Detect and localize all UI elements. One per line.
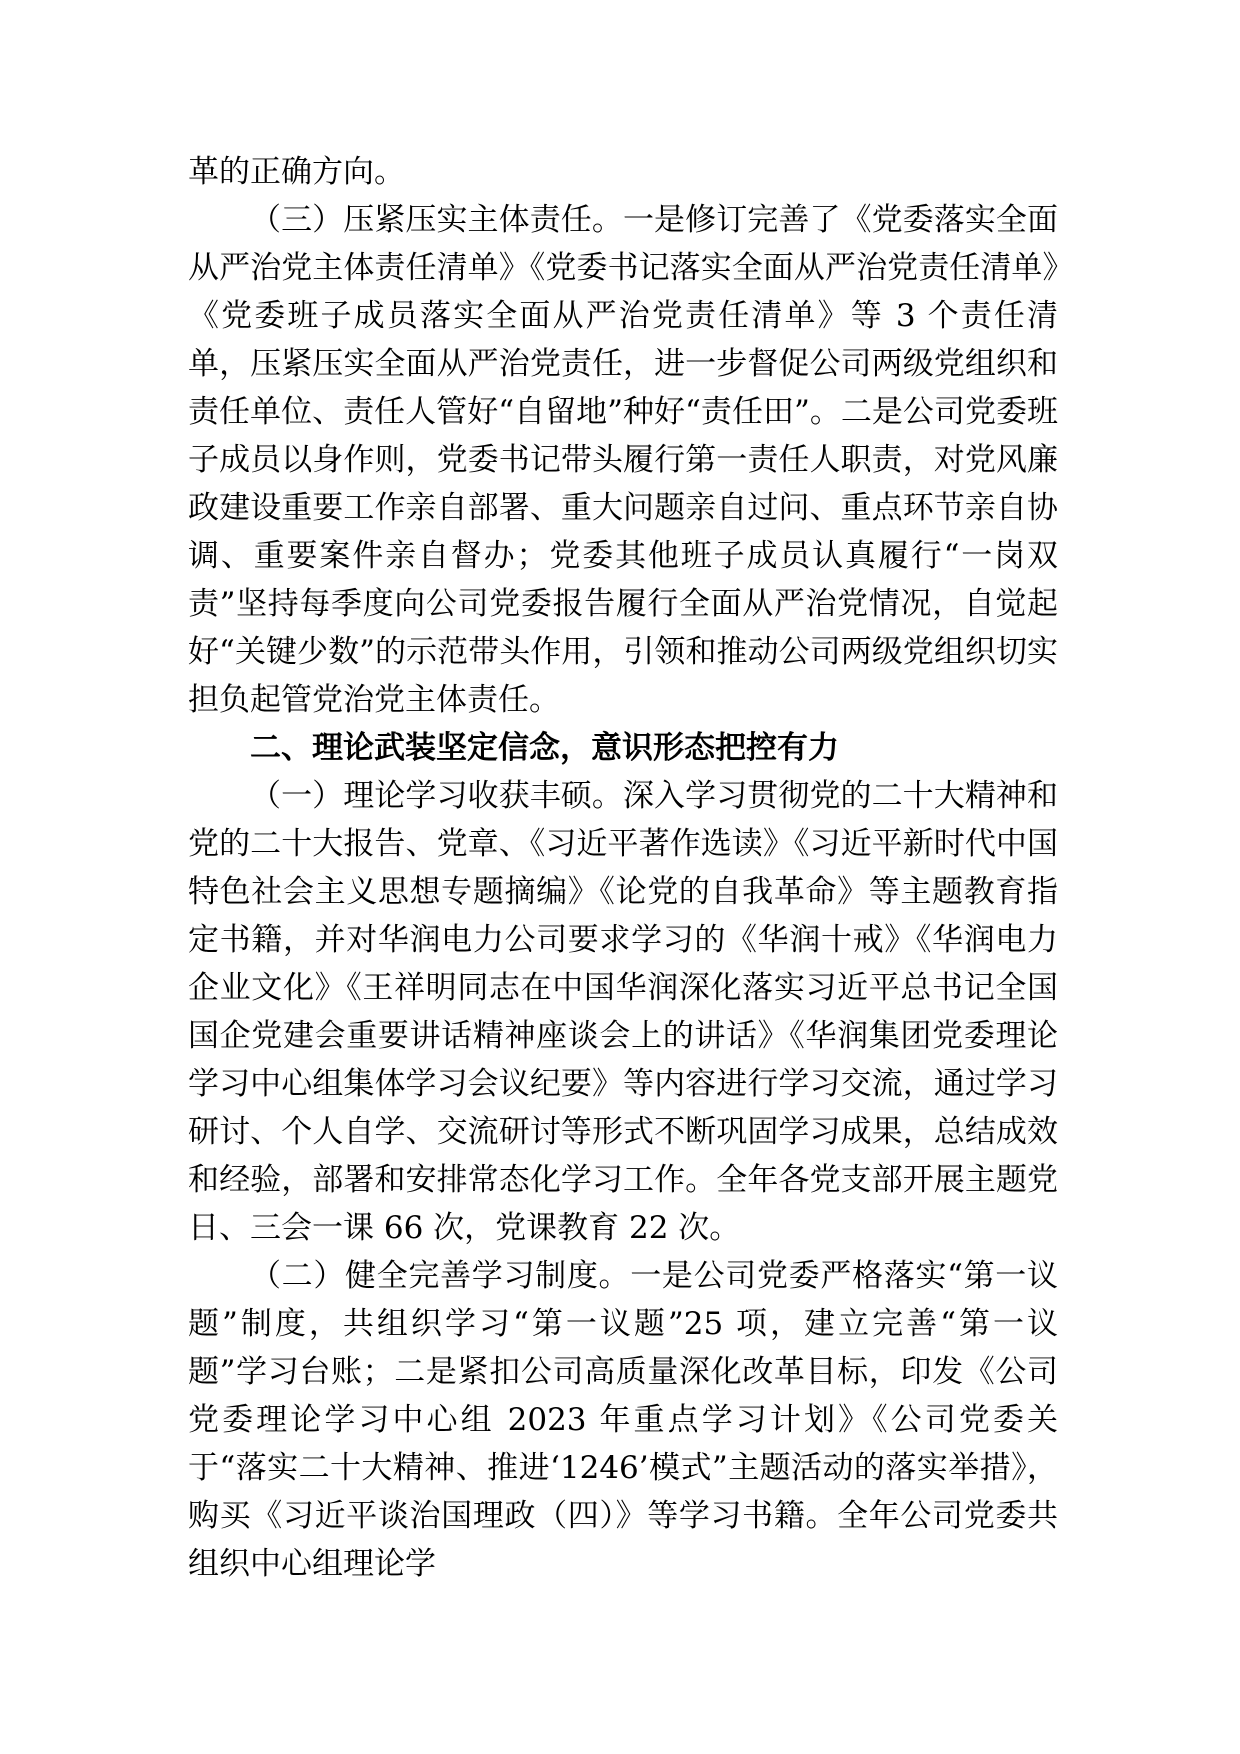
- paragraph-study-system: （二）健全完善学习制度。一是公司党委严格落实“第一议题”制度，共组织学习“第一议题”25 项，建立完善“第一议题”学习台账；二是紧扣公司高质量深化改革目标，印发《公司党委理论学习中心组 2023 年重点学习计划》《公司党委关于“落实二十大精神、推进‘1246’模式”主题活动的落实举措》，购买《习近平谈治国理政（四）》等学习书籍。全年公司党委共组织中心组理论学: [188, 1258, 1058, 1582]
- paragraph-continuation: 革的正确方向。: [188, 154, 405, 190]
- section-heading-two: 二、理论武装坚定信念，意识形态把控有力: [250, 730, 839, 766]
- document-body: [188, 148, 1058, 1588]
- paragraph-section-three: （三）压紧压实主体责任。一是修订完善了《党委落实全面从严治党主体责任清单》《党委书记落实全面从严治党责任清单》《党委班子成员落实全面从严治党责任清单》等 3 个责任清单，压紧压实全面从严治党责任，进一步督促公司两级党组织和责任单位、责任人管好“自留地”种好“责任田”。二是公司党委班子成员以身作则，党委书记带头履行第一责任人职责，对党风廉政建设重要工作亲自部署、重大问题亲自过问、重点环节亲自协调、重要案件亲自督办；党委其他班子成员认真履行“一岗双责”坚持每季度向公司党委报告履行全面从严治党情况，自觉起好“关键少数”的示范带头作用，引领和推动公司两级党组织切实担负起管党治党主体责任。: [188, 202, 1058, 718]
- paragraph-theory-study: （一）理论学习收获丰硕。深入学习贯彻党的二十大精神和党的二十大报告、党章、《习近平著作选读》《习近平新时代中国特色社会主义思想专题摘编》《论党的自我革命》等主题教育指定书籍，并对华润电力公司要求学习的《华润十戒》《华润电力企业文化》《王祥明同志在中国华润深化落实习近平总书记全国国企党建会重要讲话精神座谈会上的讲话》《华润集团党委理论学习中心组集体学习会议纪要》等内容进行学习交流，通过学习研讨、个人自学、交流研讨等形式不断巩固学习成果，总结成效和经验，部署和安排常态化学习工作。全年各党支部开展主题党日、三会一课 66 次，党课教育 22 次。: [188, 778, 1058, 1246]
